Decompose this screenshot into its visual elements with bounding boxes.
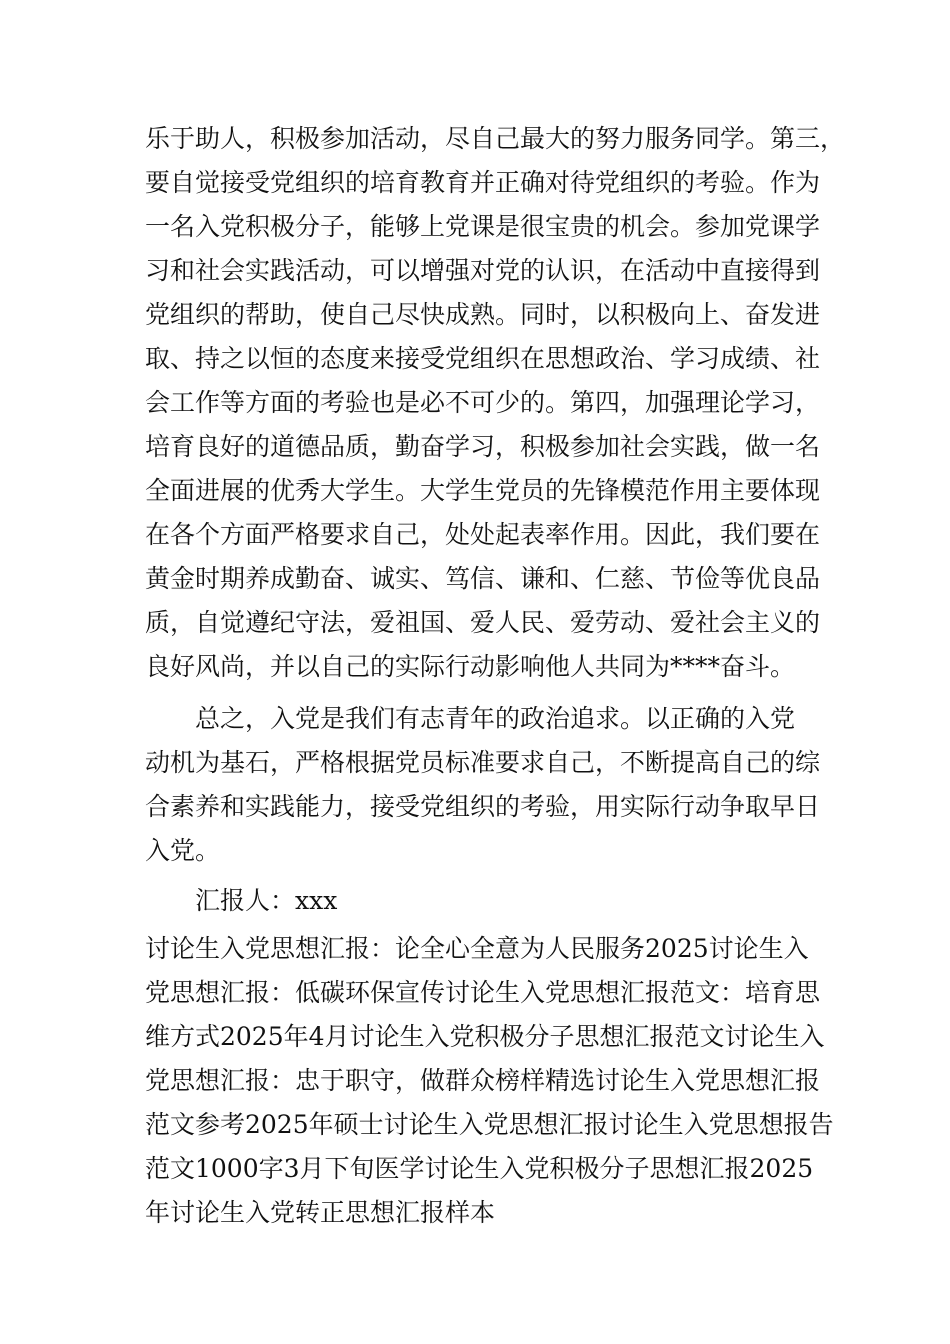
text-line: 合素养和实践能力，接受党组织的考验，用实际行动争取早日	[145, 792, 821, 821]
text-line: 讨论生入党思想汇报：论全心全意为人民服务2025讨论生入	[145, 934, 809, 963]
text-line: 要自觉接受党组织的培育教育并正确对待党组织的考验。作为	[145, 168, 821, 197]
text-line: 总之，入党是我们有志青年的政治追求。以正确的入党	[145, 704, 796, 733]
text-line: 质，自觉遵纪守法，爱祖国、爱人民、爱劳动、爱社会主义的	[145, 608, 821, 637]
text-line: 习和社会实践活动，可以增强对党的认识，在活动中直接得到	[145, 256, 821, 285]
text-line: 培育良好的道德品质，勤奋学习，积极参加社会实践，做一名	[145, 432, 821, 461]
text-line: 乐于助人，积极参加活动，尽自己最大的努力服务同学。第三，	[145, 124, 846, 153]
text-line: 范文参考2025年硕士讨论生入党思想汇报讨论生入党思想报告	[145, 1110, 834, 1139]
text-line: 动机为基石，严格根据党员标准要求自己，不断提高自己的综	[145, 748, 821, 777]
text-line: 年讨论生入党转正思想汇报样本	[145, 1198, 496, 1227]
text-line: 维方式2025年4月讨论生入党积极分子思想汇报范文讨论生入	[145, 1022, 825, 1051]
text-line: 黄金时期养成勤奋、诚实、笃信、谦和、仁慈、节俭等优良品	[145, 564, 821, 593]
text-line: 会工作等方面的考验也是必不可少的。第四，加强理论学习，	[145, 388, 821, 417]
text-line: 党组织的帮助，使自己尽快成熟。同时，以积极向上、奋发进	[145, 300, 821, 329]
text-line: 良好风尚，并以自己的实际行动影响他人共同为****奋斗。	[145, 652, 796, 681]
text-line: 党思想汇报：低碳环保宣传讨论生入党思想汇报范文：培育思	[145, 978, 821, 1007]
text-line: 在各个方面严格要求自己，处处起表率作用。因此，我们要在	[145, 520, 821, 549]
text-line: 入党。	[145, 836, 221, 865]
text-line: 汇报人：xxx	[145, 886, 338, 915]
text-line: 一名入党积极分子，能够上党课是很宝贵的机会。参加党课学	[145, 212, 821, 241]
text-line: 范文1000字3月下旬医学讨论生入党积极分子思想汇报2025	[145, 1154, 814, 1183]
text-line: 全面进展的优秀大学生。大学生党员的先锋模范作用主要体现	[145, 476, 821, 505]
text-line: 党思想汇报：忠于职守，做群众榜样精选讨论生入党思想汇报	[145, 1066, 821, 1095]
text-line: 取、持之以恒的态度来接受党组织在思想政治、学习成绩、社	[145, 344, 821, 373]
